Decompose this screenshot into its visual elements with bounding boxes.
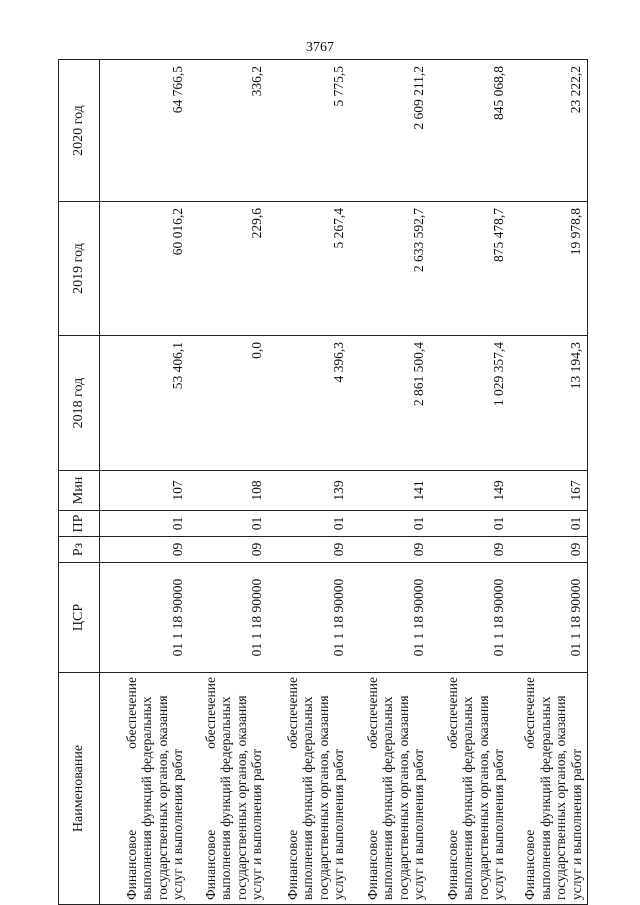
name-line-3: государственных органов, оказания [315, 695, 331, 900]
name-line-3: государственных органов, оказания [395, 695, 411, 900]
header-2020: 2020 год [59, 60, 100, 202]
name-line-2: выполнения функций федеральных [380, 696, 395, 900]
header-min: Мин [59, 471, 100, 511]
row-csr: 01 1 18 90000 [350, 563, 430, 673]
row-2018: 4 396,3 [268, 336, 350, 471]
row-csr: 01 1 18 90000 [430, 563, 510, 673]
row-rz: 09 [430, 537, 510, 563]
name-line-3: государственных органов, оказания [475, 695, 491, 900]
name-line-3: государственных органов, оказания [553, 695, 568, 900]
row-2018: 53 406,1 [100, 336, 189, 471]
name-word-1: Финансовое [284, 829, 300, 900]
table-row [189, 60, 268, 905]
row-min: 141 [350, 471, 430, 511]
row-2020: 2 609 211,2 [350, 60, 430, 202]
table-row [430, 60, 510, 905]
table-row [510, 60, 588, 905]
name-word-1: Финансовое [522, 829, 537, 900]
table-row [268, 60, 350, 905]
row-name-cell [268, 673, 350, 905]
name-word-1: Финансовое [123, 829, 139, 900]
header-rz: Рз [59, 537, 100, 563]
row-csr: 01 1 18 90000 [189, 563, 268, 673]
rotated-page-area [58, 60, 640, 905]
row-rz: 09 [189, 537, 268, 563]
row-2020: 23 222,2 [510, 60, 588, 202]
header-2019: 2019 год [59, 202, 100, 336]
row-pr: 01 [189, 511, 268, 537]
row-name-cell [430, 673, 510, 905]
row-rz: 09 [350, 537, 430, 563]
row-name-cell [510, 673, 588, 905]
row-2018: 1 029 357,4 [430, 336, 510, 471]
row-rz: 09 [100, 537, 189, 563]
row-2018: 0,0 [189, 336, 268, 471]
name-line-4: услуг и выполнения работ [491, 748, 506, 900]
row-min: 139 [268, 471, 350, 511]
row-min: 108 [189, 471, 268, 511]
name-word-2: обеспечение [284, 677, 300, 749]
row-min: 167 [510, 471, 588, 511]
row-rz: 09 [510, 537, 588, 563]
name-line-4: услуг и выполнения работ [331, 748, 346, 900]
row-pr: 01 [100, 511, 189, 537]
name-line-2: выполнения функций федеральных [218, 696, 233, 900]
row-csr: 01 1 18 90000 [100, 563, 189, 673]
header-2018: 2018 год [59, 336, 100, 471]
row-2020: 5 775,5 [268, 60, 350, 202]
header-csr: ЦСР [59, 563, 100, 673]
name-line-2: выполнения функций федеральных [139, 696, 154, 900]
row-2019: 2 633 592,7 [350, 202, 430, 336]
budget-table [58, 59, 588, 905]
row-2019: 875 478,7 [430, 202, 510, 336]
name-word-1: Финансовое [364, 829, 380, 900]
name-line-3: государственных органов, оказания [233, 695, 249, 900]
row-name-cell [189, 673, 268, 905]
row-2020: 64 766,5 [100, 60, 189, 202]
name-word-2: обеспечение [364, 677, 380, 749]
row-2019: 5 267,4 [268, 202, 350, 336]
name-line-2: выполнения функций федеральных [300, 696, 315, 900]
row-min: 149 [430, 471, 510, 511]
row-pr: 01 [510, 511, 588, 537]
name-word-2: обеспечение [444, 677, 460, 749]
name-word-2: обеспечение [202, 677, 218, 749]
name-line-4: услуг и выполнения работ [249, 748, 264, 900]
table-header-row [59, 60, 100, 905]
row-pr: 01 [350, 511, 430, 537]
budget-table-rotated [58, 60, 640, 905]
table-row [100, 60, 189, 905]
row-2019: 19 978,8 [510, 202, 588, 336]
name-line-2: выполнения функций федеральных [537, 696, 553, 900]
row-name-cell [350, 673, 430, 905]
name-line-3: государственных органов, оказания [154, 695, 170, 900]
name-word-1: Финансовое [444, 829, 460, 900]
name-word-2: обеспечение [123, 677, 139, 749]
header-pr: ПР [59, 511, 100, 537]
row-2020: 845 068,8 [430, 60, 510, 202]
row-2019: 60 016,2 [100, 202, 189, 336]
row-csr: 01 1 18 90000 [510, 563, 588, 673]
name-line-4: услуг и выполнения работ [411, 748, 426, 900]
row-csr: 01 1 18 90000 [268, 563, 350, 673]
name-word-1: Финансовое [202, 829, 218, 900]
row-2019: 229,6 [189, 202, 268, 336]
name-word-2: обеспечение [522, 677, 537, 749]
row-rz: 09 [268, 537, 350, 563]
row-2018: 13 194,3 [510, 336, 588, 471]
row-name-cell [100, 673, 189, 905]
name-line-2: выполнения функций федеральных [460, 696, 475, 900]
row-pr: 01 [430, 511, 510, 537]
table-row [350, 60, 430, 905]
row-2018: 2 861 500,4 [350, 336, 430, 471]
row-min: 107 [100, 471, 189, 511]
name-line-4: услуг и выполнения работ [170, 748, 185, 900]
header-name: Наименование [59, 673, 100, 905]
name-line-4: услуг и выполнения работ [568, 748, 584, 900]
row-2020: 336,2 [189, 60, 268, 202]
page-number: 3767 [306, 40, 334, 55]
row-pr: 01 [268, 511, 350, 537]
